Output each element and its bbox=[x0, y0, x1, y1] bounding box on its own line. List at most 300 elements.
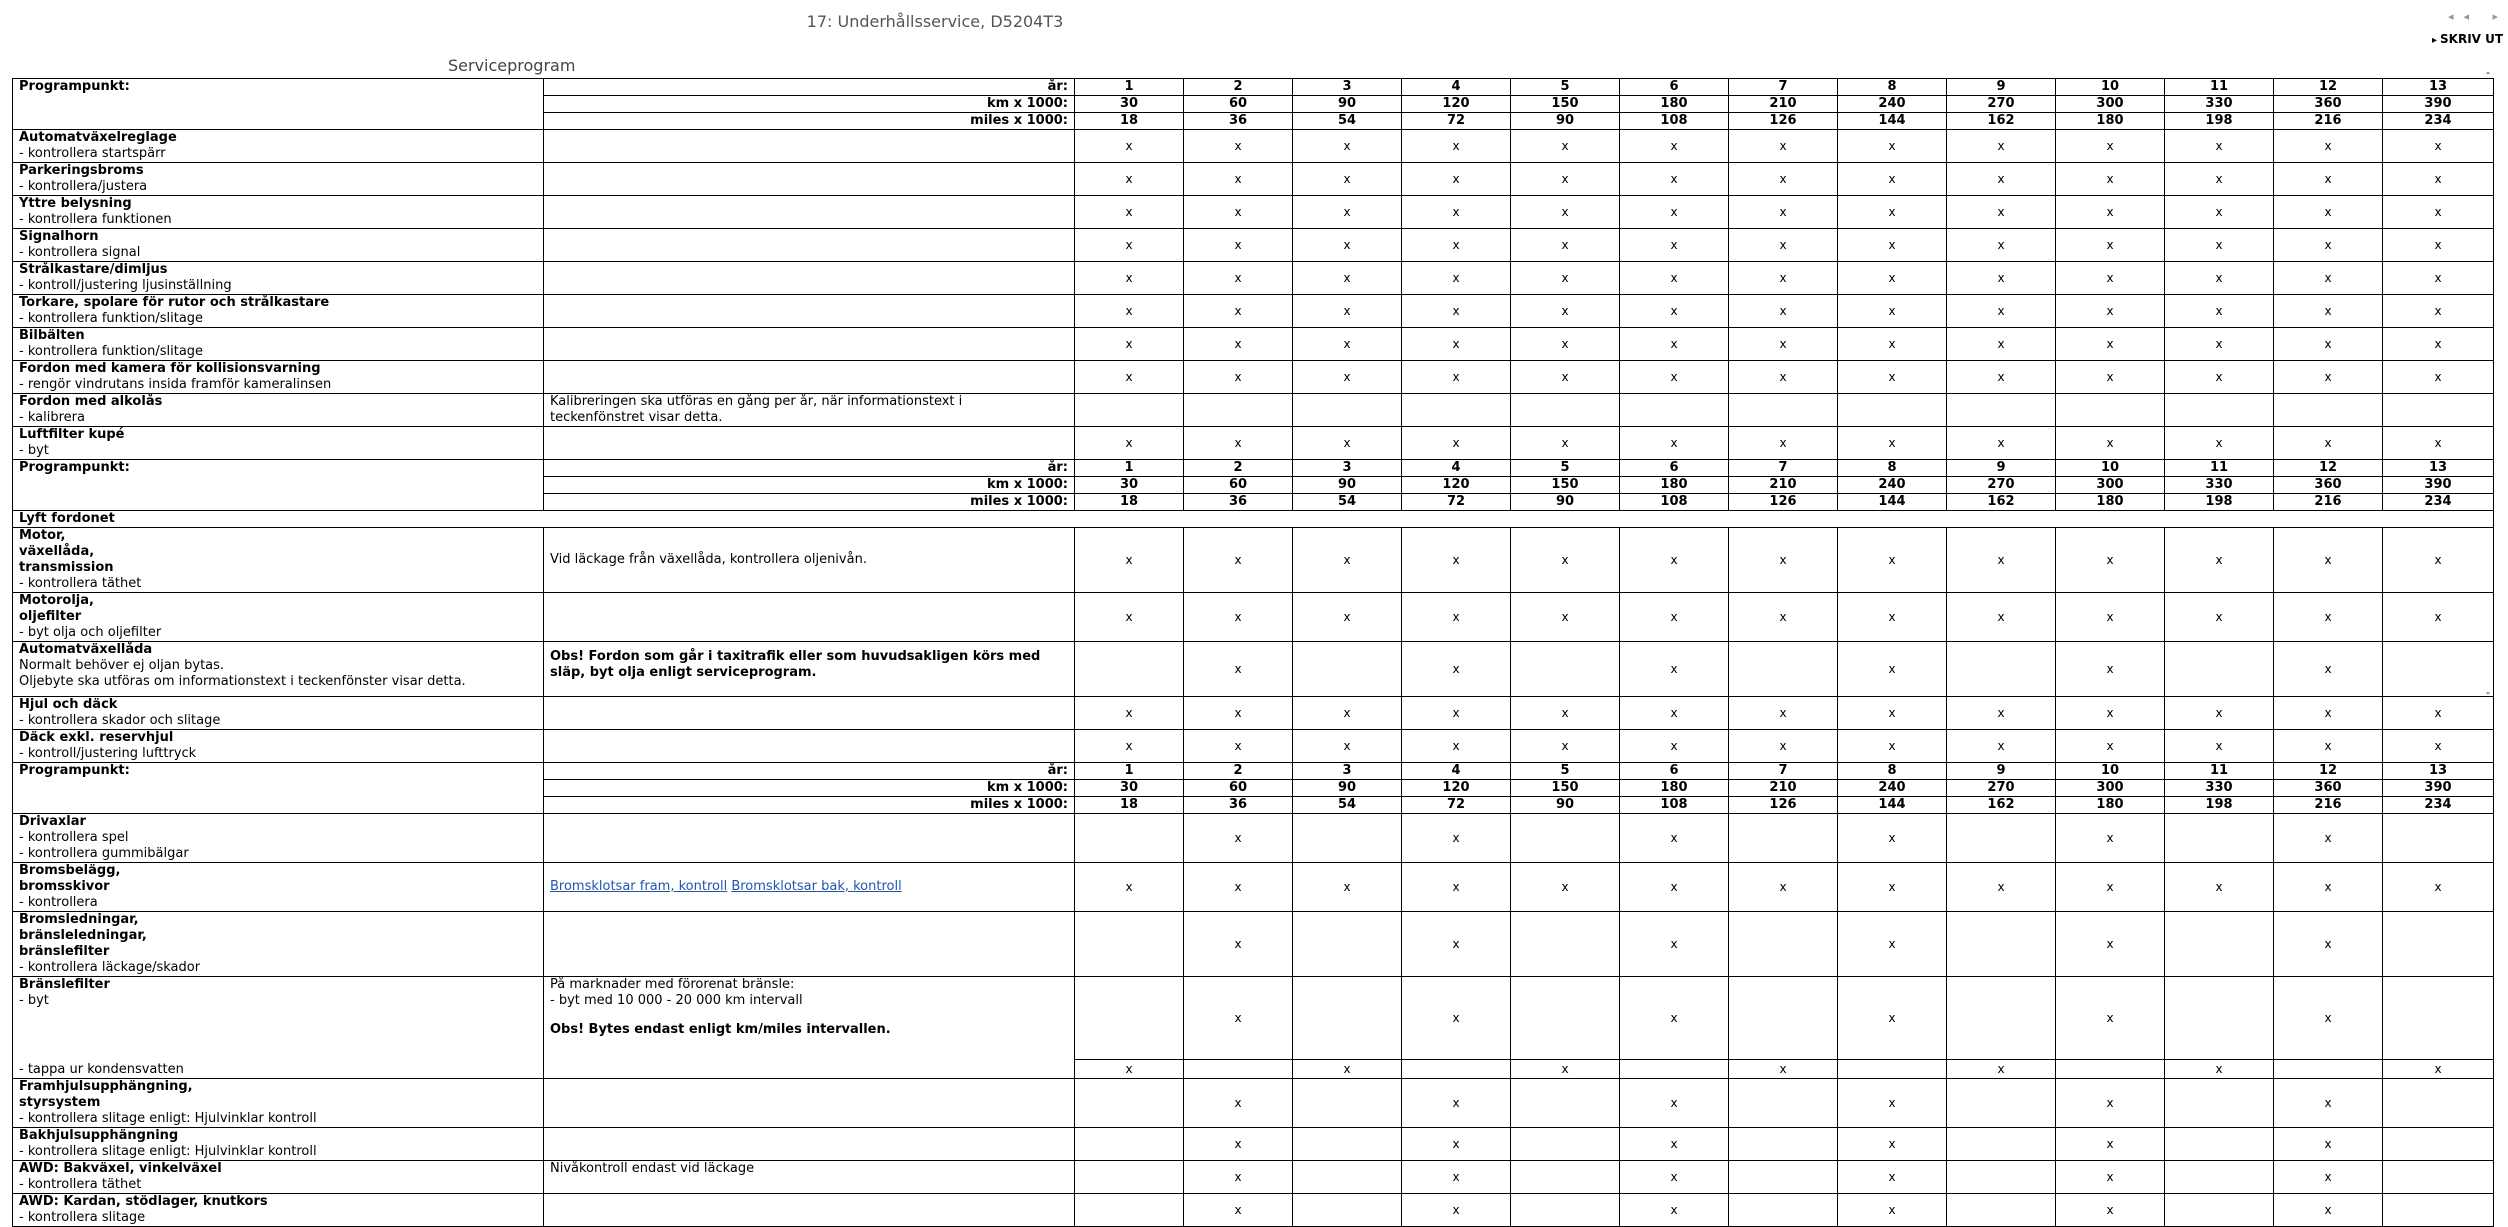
interval-mark-cell bbox=[2165, 1194, 2274, 1227]
note-warning bbox=[550, 649, 1068, 681]
program-axis-label: år: bbox=[544, 763, 1075, 780]
service-item-note bbox=[544, 1194, 1075, 1227]
interval-mark-cell: x bbox=[1838, 912, 1947, 977]
interval-mark-cell: x bbox=[2383, 593, 2494, 642]
service-item-title: oljefilter bbox=[19, 609, 82, 624]
program-interval-cell: 360 bbox=[2274, 477, 2383, 494]
interval-mark-cell: x bbox=[1729, 295, 1838, 328]
program-label: Programpunkt: bbox=[13, 79, 544, 130]
interval-mark-cell bbox=[1729, 912, 1838, 977]
service-item-row bbox=[13, 730, 2494, 763]
program-interval-cell: 210 bbox=[1729, 96, 1838, 113]
interval-mark-cell: x bbox=[2056, 1161, 2165, 1194]
interval-mark-cell: x bbox=[2274, 196, 2383, 229]
service-item-title: transmission bbox=[19, 560, 114, 575]
interval-mark-cell: x bbox=[1620, 593, 1729, 642]
service-item bbox=[13, 1194, 544, 1227]
program-interval-cell: 300 bbox=[2056, 96, 2165, 113]
program-interval-cell: 3 bbox=[1293, 763, 1402, 780]
scroll-marker: - bbox=[2486, 686, 2490, 699]
note-text: Vid läckage från växellåda, kontrollera oljenivån. bbox=[550, 552, 867, 567]
interval-mark-cell bbox=[1511, 814, 1620, 863]
interval-mark-cell: x bbox=[1075, 262, 1184, 295]
service-item-note bbox=[544, 863, 1075, 912]
interval-mark-cell: x bbox=[2274, 697, 2383, 730]
program-interval-cell: 72 bbox=[1402, 797, 1511, 814]
program-interval-cell: 390 bbox=[2383, 477, 2494, 494]
interval-mark-cell: x bbox=[1511, 361, 1620, 394]
interval-mark-cell: x bbox=[2274, 1194, 2383, 1227]
interval-mark-cell: x bbox=[1947, 593, 2056, 642]
interval-mark-cell: x bbox=[2274, 130, 2383, 163]
program-interval-cell: 6 bbox=[1620, 763, 1729, 780]
service-item bbox=[13, 262, 544, 295]
interval-mark-cell: x bbox=[2165, 196, 2274, 229]
interval-mark-cell: x bbox=[2274, 814, 2383, 863]
program-axis-label: år: bbox=[544, 460, 1075, 477]
interval-mark-cell bbox=[1075, 1079, 1184, 1128]
interval-mark-cell: x bbox=[2056, 361, 2165, 394]
service-item-title: växellåda, bbox=[19, 544, 95, 559]
page-title: 17: Underhållsservice, D5204T3 bbox=[806, 12, 1064, 31]
interval-mark-cell bbox=[1402, 1060, 1511, 1079]
interval-mark-cell bbox=[1729, 1128, 1838, 1161]
interval-mark-cell: x bbox=[2165, 863, 2274, 912]
interval-mark-cell: x bbox=[1947, 328, 2056, 361]
interval-mark-cell bbox=[1511, 394, 1620, 427]
service-item-note bbox=[544, 730, 1075, 763]
interval-mark-cell: x bbox=[1184, 328, 1293, 361]
interval-mark-cell: x bbox=[1402, 593, 1511, 642]
service-item-note bbox=[544, 163, 1075, 196]
interval-mark-cell: x bbox=[1620, 863, 1729, 912]
interval-mark-cell: x bbox=[1402, 427, 1511, 460]
interval-mark-cell: x bbox=[1184, 697, 1293, 730]
program-interval-cell: 180 bbox=[2056, 494, 2165, 511]
interval-mark-cell: x bbox=[2274, 977, 2383, 1060]
interval-mark-cell: x bbox=[2056, 262, 2165, 295]
interval-mark-cell: x bbox=[2056, 863, 2165, 912]
interval-mark-cell bbox=[1947, 814, 2056, 863]
program-interval-cell: 5 bbox=[1511, 460, 1620, 477]
program-interval-cell: 11 bbox=[2165, 79, 2274, 96]
interval-mark-cell: x bbox=[1620, 262, 1729, 295]
interval-mark-cell: x bbox=[1620, 642, 1729, 697]
interval-mark-cell: x bbox=[1729, 593, 1838, 642]
interval-mark-cell: x bbox=[1075, 730, 1184, 763]
interval-mark-cell: x bbox=[2056, 977, 2165, 1060]
program-interval-cell: 72 bbox=[1402, 494, 1511, 511]
interval-mark-cell: x bbox=[1620, 528, 1729, 593]
interval-mark-cell: x bbox=[2383, 1060, 2494, 1079]
interval-mark-cell: x bbox=[1075, 427, 1184, 460]
interval-mark-cell bbox=[1729, 642, 1838, 697]
program-interval-cell: 210 bbox=[1729, 477, 1838, 494]
interval-mark-cell: x bbox=[1838, 295, 1947, 328]
service-item-row bbox=[13, 863, 2494, 912]
interval-mark-cell bbox=[2165, 394, 2274, 427]
interval-mark-cell: x bbox=[1729, 130, 1838, 163]
service-item-title: AWD: Kardan, stödlager, knutkors bbox=[19, 1194, 268, 1209]
interval-mark-cell: x bbox=[1402, 642, 1511, 697]
service-item bbox=[13, 814, 544, 863]
interval-mark-cell: x bbox=[2274, 528, 2383, 593]
program-interval-cell: 150 bbox=[1511, 96, 1620, 113]
service-item-note bbox=[544, 697, 1075, 730]
interval-mark-cell bbox=[1293, 912, 1402, 977]
interval-mark-cell: x bbox=[2383, 295, 2494, 328]
service-item-row bbox=[13, 697, 2494, 730]
interval-mark-cell bbox=[2274, 1060, 2383, 1079]
interval-mark-cell: x bbox=[1293, 1060, 1402, 1079]
service-item-row bbox=[13, 977, 2494, 1060]
interval-mark-cell: x bbox=[1402, 1079, 1511, 1128]
interval-mark-cell: x bbox=[1838, 361, 1947, 394]
print-button[interactable] bbox=[2432, 32, 2503, 46]
interval-mark-cell: x bbox=[1729, 361, 1838, 394]
interval-mark-cell: x bbox=[1293, 730, 1402, 763]
service-item-note bbox=[544, 1161, 1075, 1194]
service-item-row bbox=[13, 1079, 2494, 1128]
interval-mark-cell: x bbox=[1511, 863, 1620, 912]
interval-mark-cell: x bbox=[1838, 196, 1947, 229]
interval-mark-cell bbox=[1511, 1079, 1620, 1128]
program-interval-cell: 126 bbox=[1729, 113, 1838, 130]
brake-pad-link[interactable]: Bromsklotsar bak, kontroll bbox=[731, 879, 902, 894]
interval-mark-cell bbox=[2383, 394, 2494, 427]
interval-mark-cell: x bbox=[2274, 1079, 2383, 1128]
program-interval-cell: 144 bbox=[1838, 494, 1947, 511]
interval-mark-cell: x bbox=[1184, 642, 1293, 697]
brake-pad-link[interactable]: Bromsklotsar fram, kontroll bbox=[550, 879, 728, 894]
interval-mark-cell: x bbox=[2056, 912, 2165, 977]
service-item-row bbox=[13, 229, 2494, 262]
interval-mark-cell bbox=[2383, 912, 2494, 977]
service-item-note bbox=[544, 394, 1075, 427]
program-interval-cell: 8 bbox=[1838, 460, 1947, 477]
service-item-row bbox=[13, 262, 2494, 295]
interval-mark-cell: x bbox=[1838, 1079, 1947, 1128]
interval-mark-cell: x bbox=[1293, 328, 1402, 361]
program-interval-cell: 216 bbox=[2274, 494, 2383, 511]
service-item-action: - kontrollera signal bbox=[19, 245, 141, 260]
interval-mark-cell: x bbox=[1620, 295, 1729, 328]
service-item-title: Torkare, spolare för rutor och strålkastare bbox=[19, 295, 330, 310]
interval-mark-cell bbox=[2165, 642, 2274, 697]
service-item-action: - kontroll/justering ljusinställning bbox=[19, 278, 232, 293]
service-item-note bbox=[544, 328, 1075, 361]
interval-mark-cell: x bbox=[2274, 642, 2383, 697]
interval-mark-cell bbox=[1838, 394, 1947, 427]
interval-mark-cell: x bbox=[1838, 642, 1947, 697]
service-item-note bbox=[544, 229, 1075, 262]
program-interval-cell: 180 bbox=[2056, 113, 2165, 130]
service-item-action: - kontrollera täthet bbox=[19, 1177, 142, 1192]
program-interval-cell: 18 bbox=[1075, 797, 1184, 814]
interval-mark-cell bbox=[1729, 1194, 1838, 1227]
interval-mark-cell: x bbox=[1838, 328, 1947, 361]
interval-mark-cell: x bbox=[2056, 1128, 2165, 1161]
interval-mark-cell: x bbox=[1620, 1161, 1729, 1194]
interval-mark-cell: x bbox=[1838, 814, 1947, 863]
service-item-row bbox=[13, 328, 2494, 361]
program-interval-cell: 90 bbox=[1511, 494, 1620, 511]
service-item-action: - kalibrera bbox=[19, 410, 85, 425]
interval-mark-cell: x bbox=[2274, 1161, 2383, 1194]
interval-mark-cell: x bbox=[2056, 642, 2165, 697]
interval-mark-cell: x bbox=[2383, 328, 2494, 361]
interval-mark-cell: x bbox=[1620, 730, 1729, 763]
interval-mark-cell: x bbox=[2165, 328, 2274, 361]
service-item-action: - byt olja och oljefilter bbox=[19, 625, 162, 640]
interval-mark-cell: x bbox=[1293, 196, 1402, 229]
interval-mark-cell: x bbox=[1184, 229, 1293, 262]
note-text: På marknader med förorenat bränsle: bbox=[550, 977, 795, 992]
interval-mark-cell bbox=[2383, 1128, 2494, 1161]
interval-mark-cell: x bbox=[1402, 361, 1511, 394]
service-item-title: Strålkastare/dimljus bbox=[19, 262, 168, 277]
interval-mark-cell: x bbox=[1838, 863, 1947, 912]
section-title: Serviceprogram bbox=[448, 56, 576, 75]
program-interval-cell: 90 bbox=[1293, 780, 1402, 797]
interval-mark-cell: x bbox=[1838, 697, 1947, 730]
service-item-row bbox=[13, 528, 2494, 593]
interval-mark-cell: x bbox=[2056, 130, 2165, 163]
service-item-title: Motorolja, bbox=[19, 593, 94, 608]
program-interval-cell: 8 bbox=[1838, 79, 1947, 96]
program-interval-cell: 6 bbox=[1620, 460, 1729, 477]
interval-mark-cell: x bbox=[1729, 730, 1838, 763]
interval-mark-cell: x bbox=[1402, 1128, 1511, 1161]
program-interval-cell: 30 bbox=[1075, 477, 1184, 494]
program-interval-cell: 300 bbox=[2056, 780, 2165, 797]
program-interval-cell: 90 bbox=[1511, 113, 1620, 130]
program-interval-cell: 300 bbox=[2056, 477, 2165, 494]
interval-mark-cell: x bbox=[1511, 163, 1620, 196]
program-interval-cell: 10 bbox=[2056, 79, 2165, 96]
service-item-title: AWD: Bakväxel, vinkelväxel bbox=[19, 1161, 222, 1176]
interval-mark-cell: x bbox=[1402, 697, 1511, 730]
program-interval-cell: 11 bbox=[2165, 460, 2274, 477]
program-interval-cell: 9 bbox=[1947, 460, 2056, 477]
service-item bbox=[13, 912, 544, 977]
interval-mark-cell: x bbox=[1402, 528, 1511, 593]
nav-arrows[interactable]: ◂◂ ▸ bbox=[2448, 10, 2508, 23]
interval-mark-cell: x bbox=[1620, 163, 1729, 196]
interval-mark-cell: x bbox=[1620, 130, 1729, 163]
program-interval-cell: 9 bbox=[1947, 79, 2056, 96]
program-interval-cell: 54 bbox=[1293, 113, 1402, 130]
program-interval-cell: 13 bbox=[2383, 460, 2494, 477]
program-interval-cell: 108 bbox=[1620, 494, 1729, 511]
interval-mark-cell: x bbox=[1075, 163, 1184, 196]
interval-mark-cell: x bbox=[1947, 196, 2056, 229]
interval-mark-cell bbox=[2165, 1161, 2274, 1194]
interval-mark-cell: x bbox=[1184, 427, 1293, 460]
program-interval-cell: 4 bbox=[1402, 763, 1511, 780]
interval-mark-cell bbox=[1075, 394, 1184, 427]
interval-mark-cell: x bbox=[2383, 427, 2494, 460]
interval-mark-cell: x bbox=[2165, 163, 2274, 196]
program-interval-cell: 11 bbox=[2165, 763, 2274, 780]
program-interval-cell: 234 bbox=[2383, 494, 2494, 511]
interval-mark-cell bbox=[1402, 394, 1511, 427]
program-interval-cell: 60 bbox=[1184, 96, 1293, 113]
program-interval-cell: 162 bbox=[1947, 494, 2056, 511]
interval-mark-cell: x bbox=[2056, 593, 2165, 642]
interval-mark-cell: x bbox=[1838, 130, 1947, 163]
program-interval-cell: 216 bbox=[2274, 797, 2383, 814]
interval-mark-cell bbox=[1947, 642, 2056, 697]
interval-mark-cell bbox=[2383, 977, 2494, 1060]
interval-mark-cell: x bbox=[1511, 295, 1620, 328]
service-item-action: - kontrollera spel bbox=[19, 830, 129, 845]
interval-mark-cell bbox=[1075, 1161, 1184, 1194]
program-interval-cell: 108 bbox=[1620, 797, 1729, 814]
interval-mark-cell: x bbox=[1402, 196, 1511, 229]
interval-mark-cell: x bbox=[2056, 196, 2165, 229]
interval-mark-cell bbox=[1729, 394, 1838, 427]
service-item bbox=[13, 1079, 544, 1128]
interval-mark-cell: x bbox=[1075, 1060, 1184, 1079]
interval-mark-cell: x bbox=[1075, 328, 1184, 361]
interval-mark-cell: x bbox=[1838, 163, 1947, 196]
program-interval-cell: 216 bbox=[2274, 113, 2383, 130]
service-item-title: Automatväxellåda bbox=[19, 642, 153, 657]
service-item bbox=[13, 1161, 544, 1194]
program-interval-cell: 30 bbox=[1075, 780, 1184, 797]
program-interval-cell: 5 bbox=[1511, 79, 1620, 96]
interval-mark-cell bbox=[1293, 1194, 1402, 1227]
service-item-title: Automatväxelreglage bbox=[19, 130, 177, 145]
program-interval-cell: 270 bbox=[1947, 477, 2056, 494]
program-interval-cell: 360 bbox=[2274, 780, 2383, 797]
program-interval-cell: 7 bbox=[1729, 79, 1838, 96]
interval-mark-cell: x bbox=[1184, 361, 1293, 394]
program-interval-cell: 180 bbox=[1620, 477, 1729, 494]
interval-mark-cell: x bbox=[1511, 262, 1620, 295]
program-interval-cell: 7 bbox=[1729, 460, 1838, 477]
program-interval-cell: 240 bbox=[1838, 477, 1947, 494]
interval-mark-cell: x bbox=[1838, 427, 1947, 460]
service-item-action: - kontrollera/justera bbox=[19, 179, 148, 194]
program-interval-cell: 1 bbox=[1075, 763, 1184, 780]
interval-mark-cell: x bbox=[2165, 730, 2274, 763]
triangle-right-icon: ▸ bbox=[2432, 35, 2438, 46]
program-interval-cell: 270 bbox=[1947, 96, 2056, 113]
program-interval-cell: 30 bbox=[1075, 96, 1184, 113]
service-item-note bbox=[544, 593, 1075, 642]
interval-mark-cell: x bbox=[2165, 593, 2274, 642]
interval-mark-cell bbox=[2383, 814, 2494, 863]
program-interval-cell: 330 bbox=[2165, 780, 2274, 797]
program-axis-label: km x 1000: bbox=[544, 96, 1075, 113]
interval-mark-cell: x bbox=[1075, 295, 1184, 328]
service-item bbox=[13, 863, 544, 912]
interval-mark-cell bbox=[1511, 1128, 1620, 1161]
program-interval-cell: 12 bbox=[2274, 763, 2383, 780]
program-interval-cell: 126 bbox=[1729, 494, 1838, 511]
service-item-action: - kontrollera bbox=[19, 895, 98, 910]
service-item-row bbox=[13, 593, 2494, 642]
interval-mark-cell: x bbox=[1838, 229, 1947, 262]
interval-mark-cell bbox=[1947, 1079, 2056, 1128]
interval-mark-cell: x bbox=[1729, 863, 1838, 912]
interval-mark-cell bbox=[1729, 1079, 1838, 1128]
program-interval-cell: 180 bbox=[1620, 780, 1729, 797]
service-item-title: Bromsbelägg, bbox=[19, 863, 121, 878]
interval-mark-cell bbox=[1838, 1060, 1947, 1079]
interval-mark-cell: x bbox=[1620, 229, 1729, 262]
interval-mark-cell bbox=[1075, 1194, 1184, 1227]
service-item-action: - byt bbox=[19, 443, 49, 458]
interval-mark-cell: x bbox=[1293, 427, 1402, 460]
interval-mark-cell: x bbox=[1620, 1079, 1729, 1128]
service-item-action: - kontrollera funktionen bbox=[19, 212, 172, 227]
program-interval-cell: 90 bbox=[1293, 477, 1402, 494]
service-item-action: - byt bbox=[19, 993, 49, 1008]
interval-mark-cell: x bbox=[2056, 295, 2165, 328]
interval-mark-cell: x bbox=[1947, 427, 2056, 460]
interval-mark-cell: x bbox=[1075, 863, 1184, 912]
program-interval-cell: 162 bbox=[1947, 797, 2056, 814]
program-interval-cell: 36 bbox=[1184, 797, 1293, 814]
service-item-title: Bilbälten bbox=[19, 328, 85, 343]
interval-mark-cell: x bbox=[1184, 593, 1293, 642]
service-item-row bbox=[13, 814, 2494, 863]
service-item-row bbox=[13, 642, 2494, 697]
interval-mark-cell: x bbox=[1729, 229, 1838, 262]
note-text: teckenfönstret visar detta. bbox=[550, 410, 723, 425]
interval-mark-cell: x bbox=[1184, 814, 1293, 863]
service-item-note bbox=[544, 642, 1075, 697]
program-header-row bbox=[13, 460, 2494, 477]
interval-mark-cell: x bbox=[2056, 328, 2165, 361]
interval-mark-cell: x bbox=[1402, 295, 1511, 328]
interval-mark-cell: x bbox=[1947, 863, 2056, 912]
interval-mark-cell bbox=[1947, 394, 2056, 427]
program-interval-cell: 1 bbox=[1075, 79, 1184, 96]
interval-mark-cell: x bbox=[2056, 229, 2165, 262]
interval-mark-cell: x bbox=[1402, 229, 1511, 262]
program-interval-cell: 150 bbox=[1511, 780, 1620, 797]
program-interval-cell: 54 bbox=[1293, 797, 1402, 814]
interval-mark-cell: x bbox=[1402, 912, 1511, 977]
program-label: Programpunkt: bbox=[13, 460, 544, 511]
service-item-row bbox=[13, 1194, 2494, 1227]
interval-mark-cell: x bbox=[1947, 295, 2056, 328]
program-interval-cell: 13 bbox=[2383, 79, 2494, 96]
program-interval-cell: 120 bbox=[1402, 477, 1511, 494]
note-warning bbox=[550, 1022, 1068, 1038]
interval-mark-cell: x bbox=[1293, 361, 1402, 394]
interval-mark-cell: x bbox=[1184, 196, 1293, 229]
service-item-action: - kontrollera läckage/skador bbox=[19, 960, 201, 975]
interval-mark-cell: x bbox=[2383, 163, 2494, 196]
service-item-title: Yttre belysning bbox=[19, 196, 132, 211]
interval-mark-cell: x bbox=[1838, 593, 1947, 642]
interval-mark-cell bbox=[1511, 642, 1620, 697]
interval-mark-cell: x bbox=[2383, 196, 2494, 229]
interval-mark-cell: x bbox=[2274, 328, 2383, 361]
interval-mark-cell bbox=[1293, 814, 1402, 863]
interval-mark-cell: x bbox=[1075, 528, 1184, 593]
interval-mark-cell: x bbox=[1402, 262, 1511, 295]
service-item-note bbox=[544, 130, 1075, 163]
program-interval-cell: 234 bbox=[2383, 113, 2494, 130]
interval-mark-cell: x bbox=[1511, 730, 1620, 763]
interval-mark-cell bbox=[1075, 1128, 1184, 1161]
